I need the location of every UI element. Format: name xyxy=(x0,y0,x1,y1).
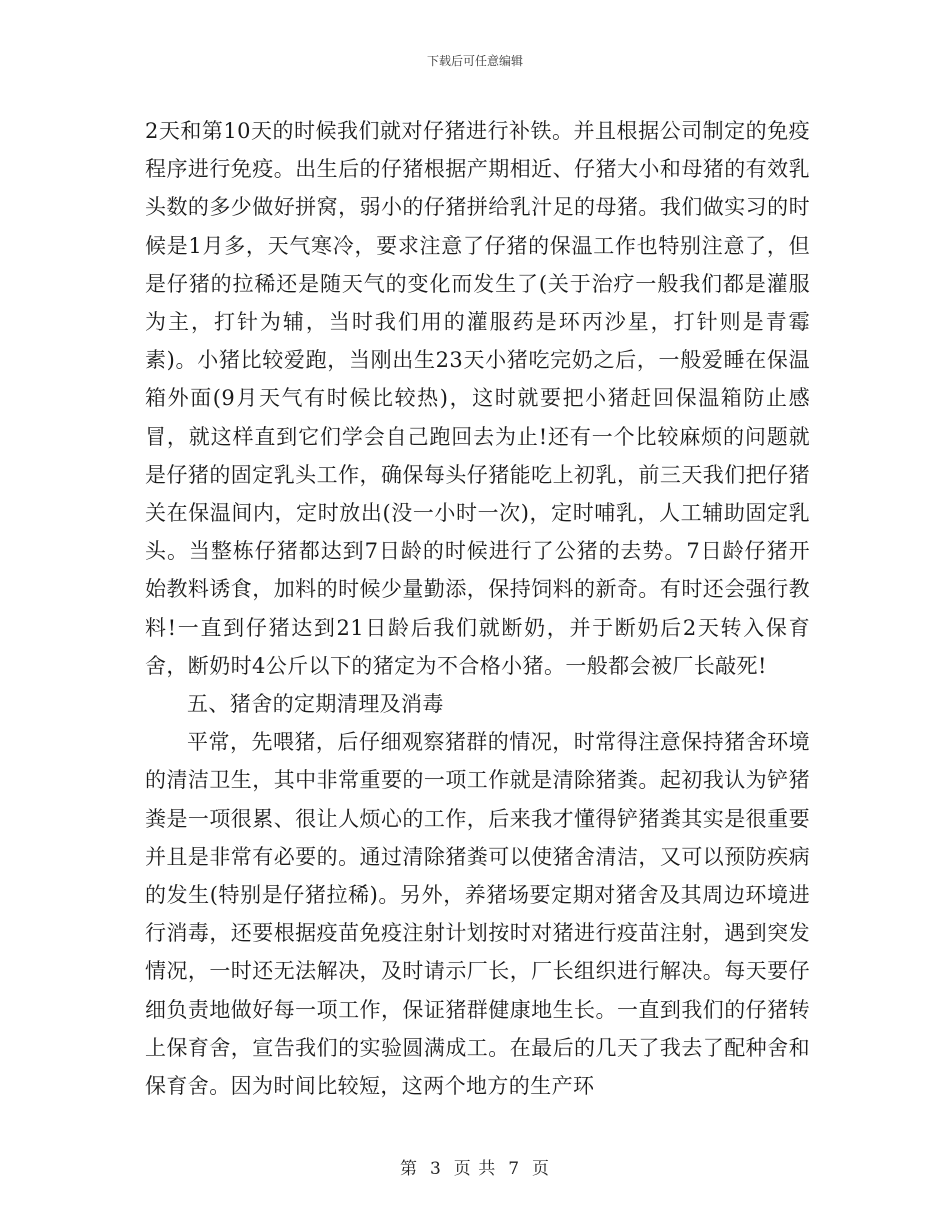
footer-middle: 页 共 xyxy=(453,1159,497,1179)
footer-prefix: 第 xyxy=(399,1159,418,1179)
current-page-number: 3 xyxy=(429,1159,442,1179)
page-footer xyxy=(0,1154,950,1179)
paragraph-continued: 2天和第10天的时候我们就对仔猪进行补铁。并且根据公司制定的免疫程序进行免疫。出生后的仔猪根据产期相近、仔猪大小和母猪的有效乳头数的多少做好拼窝，弱小的仔猪拼给乳汁足的母猪。我们做实习的时候是1月多，天气寒冷，要求注意了仔猪的保温工作也特别注意了，但是仔猪的拉稀还是随天气的变化而发生了(关于治疗一般我们都是灌服为主，打针为辅，当时我们用的灌服药是环丙沙星，打针则是青霉素)。小猪比较爱跑，当刚出生23天小猪吃完奶之后，一般爱睡在保温箱外面(9月天气有时候比较热)，这时就要把小猪赶回保温箱防止感冒，就这样直到它们学会自己跑回去为止!还有一个比较麻烦的问题就是仔猪的固定乳头工作，确保每头仔猪能吃上初乳，前三天我们把仔猪关在保温间内，定时放出(没一小时一次)，定时哺乳，人工辅助固定乳头。当整栋仔猪都达到7日龄的时候进行了公猪的去势。7日龄仔猪开始教料诱食，加料的时候少量勤添，保持饲料的新奇。有时还会强行教料!一直到仔猪达到21日龄后我们就断奶，并于断奶后2天转入保育舍，断奶时4公斤以下的猪定为不合格小猪。一般都会被厂长敲死! xyxy=(145,119,810,678)
document-body xyxy=(145,112,810,1105)
footer-suffix: 页 xyxy=(532,1159,551,1179)
header-note: 下载后可任意编辑 xyxy=(426,54,523,68)
total-page-count: 7 xyxy=(508,1159,521,1179)
section-heading: 五、猪舍的定期清理及消毒 xyxy=(187,692,444,717)
paragraph-cleaning: 平常，先喂猪，后仔细观察猪群的情况，时常得注意保持猪舍环境的清洁卫生，其中非常重要的一项工作就是清除猪粪。起初我认为铲猪粪是一项很累、很让人烦心的工作，后来我才懂得铲猪粪其实是很重要并且是非常有必要的。通过清除猪粪可以使猪舍清洁，又可以预防疾病的发生(特别是仔猪拉稀)。另外，养猪场要定期对猪舍及其周边环境进行消毒，还要根据疫苗免疫注射计划按时对猪进行疫苗注射，遇到突发情况，一时还无法解决，及时请示厂长，厂长组织进行解决。每天要仔细负责地做好每一项工作，保证猪群健康地生长。一直到我们的仔猪转上保育舍，宣告我们的实验圆满成工。在最后的几天了我去了配种舍和保育舍。因为时间比较短，这两个地方的生产环 xyxy=(145,730,810,1099)
